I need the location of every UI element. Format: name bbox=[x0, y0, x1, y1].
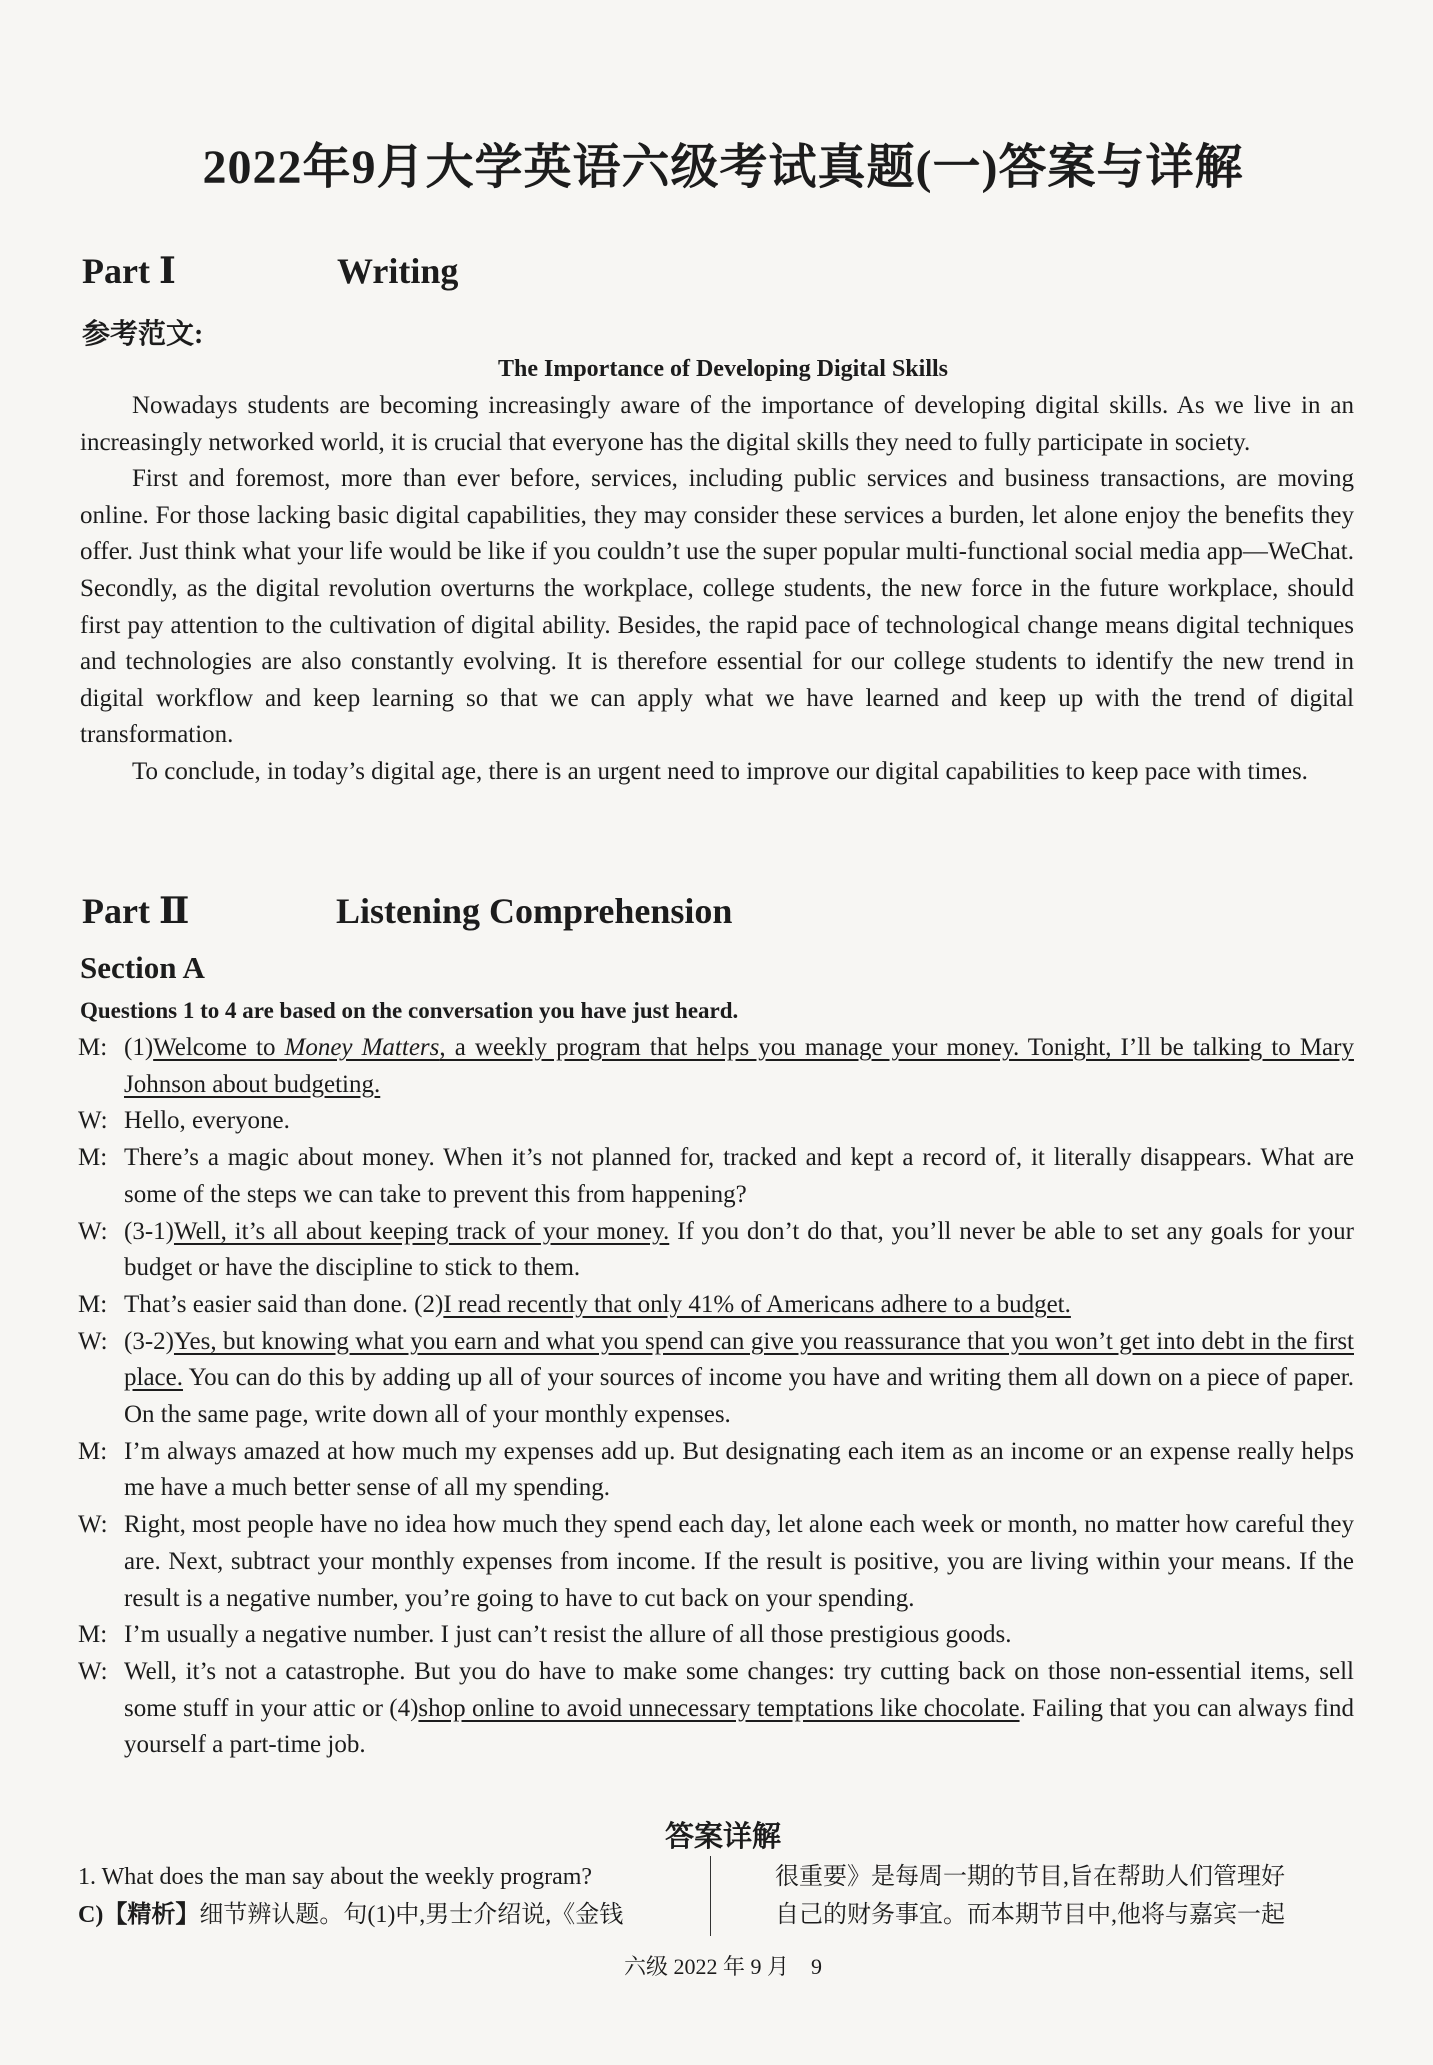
dialogue-turn bbox=[78, 1103, 1354, 1140]
dialogue-turn bbox=[78, 1324, 1354, 1434]
underlined-answer-text: Yes, but knowing what you earn and what you spend can give you reassurance that you won’t get into debt in the first place. bbox=[124, 1327, 1354, 1392]
part1-label: Part Ⅰ bbox=[82, 251, 176, 291]
question-header: Questions 1 to 4 are based on the conversation you have just heard. bbox=[80, 998, 739, 1023]
analysis-tag: 【精析】 bbox=[103, 1902, 200, 1928]
page-title: 2022年9月大学英语六级考试真题(一)答案与详解 bbox=[202, 141, 1244, 194]
speaker-label: W: bbox=[78, 1657, 108, 1685]
underlined-answer-text: Money Matters bbox=[284, 1034, 440, 1061]
underlined-answer-text: Well, it’s all about keeping track of your money. bbox=[173, 1217, 670, 1245]
question-1: 1. What does the man say about the weekly program? bbox=[78, 1864, 593, 1890]
transcript-text: Hello, everyone. bbox=[124, 1107, 290, 1135]
speaker-label: W: bbox=[78, 1107, 108, 1135]
speaker-text bbox=[124, 1507, 1354, 1617]
transcript-text: I’m always amazed at how much my expenses add up. But designating each item as an income or an expense really helps me have a much better sense of all my spending. bbox=[124, 1437, 1354, 1502]
dialogue-turn bbox=[78, 1140, 1354, 1213]
transcript-text: (3-2) bbox=[124, 1327, 174, 1355]
essay-paragraph: Nowadays students are becoming increasingly aware of the importance of developing digital skills. As we live in an increasingly networked world, it is crucial that everyone has the digital skills they need to fully participate in society. bbox=[80, 392, 1354, 456]
analysis-text-line: 自己的财务事宜。而本期节目中,他将与嘉宾一起 bbox=[775, 1902, 1285, 1928]
speaker-text bbox=[124, 1287, 1354, 1324]
speaker-label: M: bbox=[78, 1437, 108, 1465]
analysis-text: 细节辨认题。句(1)中,男士介绍说,《金钱 bbox=[199, 1902, 624, 1928]
transcript-text: Right, most people have no idea how much they spend each day, let alone each week or month, no matter how careful they are. Next, subtract your monthly expenses from income. If the result is positive, you are living within your means. If the result is a negative number, you’re going to have to cut back on your spending. bbox=[124, 1511, 1354, 1612]
essay-title: The Importance of Developing Digital Skills bbox=[497, 356, 948, 382]
dialogue-transcript bbox=[78, 1030, 1354, 1764]
dialogue-turn bbox=[78, 1030, 1354, 1103]
speaker-label: W: bbox=[78, 1217, 108, 1245]
dialogue-turn bbox=[78, 1214, 1354, 1287]
speaker-text bbox=[124, 1617, 1354, 1654]
speaker-text bbox=[124, 1324, 1354, 1434]
part2-label: Part Ⅱ bbox=[82, 891, 190, 931]
underlined-answer-text: Welcome to bbox=[153, 1034, 285, 1061]
sample-essay-label: 参考范文: bbox=[82, 319, 204, 350]
speaker-label: W: bbox=[78, 1327, 108, 1355]
dialogue-turn bbox=[78, 1287, 1354, 1324]
speaker-label: W: bbox=[78, 1511, 108, 1539]
underlined-answer-text: I read recently that only 41% of Americans adhere to a budget. bbox=[443, 1290, 1071, 1318]
transcript-text: If you don’t do that, you’ll never be able to set any goals for your budget or have the discipline to stick to them. bbox=[124, 1217, 1354, 1282]
speaker-text bbox=[124, 1654, 1354, 1764]
answers-title: 答案详解 bbox=[664, 1821, 781, 1853]
transcript-text: Well, it’s not a catastrophe. But you do have to make some changes: try cutting back on those non-essential items, sell some stuff in your attic or (4) bbox=[124, 1657, 1354, 1722]
speaker-text bbox=[124, 1214, 1354, 1287]
speaker-text bbox=[124, 1434, 1354, 1507]
speaker-label: M: bbox=[78, 1144, 108, 1172]
section-heading: Section A bbox=[80, 950, 205, 985]
speaker-label: M: bbox=[78, 1034, 108, 1061]
essay-body bbox=[80, 388, 1354, 791]
essay-paragraph: To conclude, in today’s digital age, there is an urgent need to improve our digital capabilities to keep pace with times. bbox=[132, 757, 1308, 785]
dialogue-turn bbox=[78, 1654, 1354, 1764]
dialogue-turn bbox=[78, 1434, 1354, 1507]
dialogue-turn bbox=[78, 1617, 1354, 1654]
analysis-text-line: 很重要》是每周一期的节目,旨在帮助人们管理好 bbox=[775, 1864, 1285, 1890]
part1-heading bbox=[82, 250, 458, 292]
transcript-text: (1) bbox=[124, 1034, 154, 1061]
underlined-answer-text: , a weekly program that helps you manage your money. Tonight, I’ll be talking to Mary Johnson about budgeting. bbox=[124, 1034, 1354, 1098]
answer-1-explanation bbox=[78, 1896, 698, 1934]
part1-name: Writing bbox=[337, 251, 459, 291]
transcript-text: You can do this by adding up all of your sources of income you have and writing them all down on a piece of paper. On the same page, write down all of your monthly expenses. bbox=[124, 1364, 1354, 1429]
speaker-label: M: bbox=[78, 1290, 108, 1318]
speaker-text bbox=[124, 1140, 1354, 1213]
answer-right-column bbox=[775, 1858, 1355, 1934]
column-divider bbox=[710, 1856, 711, 1936]
underlined-answer-text: shop online to avoid unnecessary temptations like chocolate bbox=[418, 1694, 1020, 1722]
transcript-text: (3-1) bbox=[124, 1217, 174, 1245]
transcript-text: . Failing that you can always find yourself a part-time job. bbox=[124, 1694, 1355, 1759]
page-footer: 六级 2022 年 9 月 9 bbox=[623, 1954, 822, 1979]
transcript-text: There’s a magic about money. When it’s not planned for, tracked and kept a record of, it literally disappears. What are some of the steps we can take to prevent this from happening? bbox=[124, 1144, 1354, 1208]
part2-name: Listening Comprehension bbox=[336, 891, 733, 931]
speaker-text bbox=[124, 1030, 1354, 1103]
transcript-text: That’s easier said than done. (2) bbox=[124, 1290, 444, 1318]
speaker-text bbox=[124, 1103, 1354, 1140]
transcript-text: I’m usually a negative number. I just can’t resist the allure of all those prestigious goods. bbox=[124, 1621, 1012, 1649]
part2-heading bbox=[82, 890, 732, 932]
dialogue-turn bbox=[78, 1507, 1354, 1617]
answer-letter: C) bbox=[78, 1902, 104, 1928]
essay-paragraph: First and foremost, more than ever before, services, including public services and business transactions, are moving online. For those lacking basic digital capabilities, they may consider these services a burden, let alone enjoy the benefits they offer. Just think what your life would be like if you couldn’t use the super popular multi-functional social media app—WeChat. Secondly, as the digital revolution overturns the workplace, college students, the new force in the future workplace, should first pay attention to the cultivation of digital ability. Besides, the rapid pace of technological change means digital techniques and technologies are also constantly evolving. It is therefore essential for our college students to identify the new trend in digital workflow and keep learning so that we can apply what we have learned and keep up with the trend of digital transformation. bbox=[80, 465, 1354, 749]
speaker-label: M: bbox=[78, 1621, 108, 1649]
answer-left-column bbox=[78, 1858, 698, 1934]
